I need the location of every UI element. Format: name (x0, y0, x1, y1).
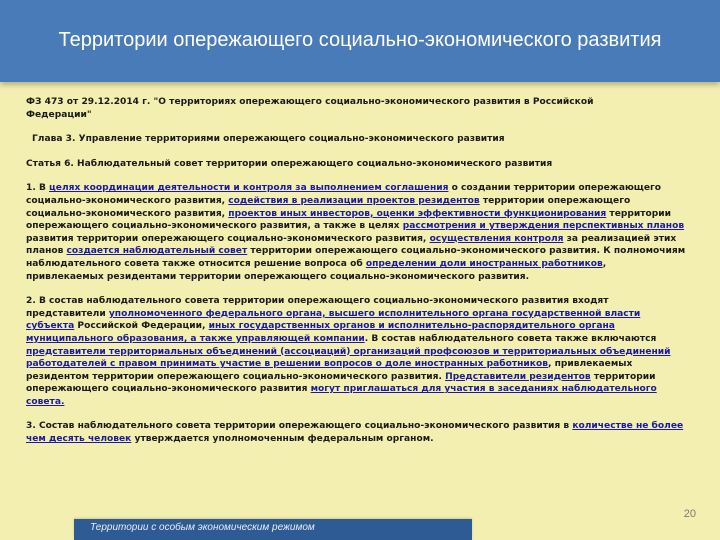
slide-body (26, 96, 686, 446)
underlined-text-run: определении доли иностранных работников (365, 258, 603, 269)
underlined-text-run: целях координации деятельности и контроля за выполнением соглашения (49, 183, 449, 194)
text-run: , привлекаемых резидентами территории опережающего социально-экономического развития. (26, 258, 607, 282)
footer-bar (74, 519, 472, 540)
underlined-text-run: представители территориальных объединений (ассоциаций) организаций профсоюзов и территориальных объединений работодателей с правом принимать участие в решении вопросов о доле иностранных работников (26, 346, 671, 370)
slide-header (0, 0, 720, 82)
text-run: утверждается уполномоченным федеральным органом. (131, 434, 434, 445)
underlined-text-run: рассмотрения и утверждения перспективных планов (402, 221, 685, 232)
paragraph-2 (26, 295, 686, 408)
slide-title: Территории опережающего социально-экономического развития (58, 28, 662, 51)
underlined-text-run: осуществления контроля (429, 233, 564, 244)
text-run: о создании территории опережающего социально-экономического развития, (26, 183, 662, 206)
underlined-text-run: уполномоченного федерального органа, высшего исполнительного органа государственной власти субъекта (26, 308, 641, 332)
page-number: 20 (683, 508, 696, 520)
article-heading: Статья 6. Наблюдательный совет территории опережающего социально-экономического развития (26, 158, 553, 169)
text-run: территории опережающего социально-экономического развития (26, 371, 656, 395)
text-run: 3. Состав наблюдательного совета территории опережающего социально-экономического развития в (26, 421, 573, 432)
text-run: территории опережающего социально-экономического развития, (26, 195, 631, 219)
paragraph-1 (26, 182, 686, 283)
law-reference-line-2: Федерации" (26, 109, 92, 120)
underlined-text-run: Представители резидентов (445, 371, 591, 382)
text-run: развития территории опережающего социально-экономического развития, (26, 233, 430, 244)
text-run: , привлекаемых резидентом территории опережающего социально-экономического развития. (26, 359, 633, 382)
underlined-text-run: иных государственных органов и исполнительно-распорядительного органа муниципального образования, а также управляющей компании (26, 321, 615, 344)
paragraph-3 (26, 420, 686, 445)
underlined-text-run: могут приглашаться для участия в заседаниях наблюдательного совета. (26, 384, 657, 407)
footer-text: Территории с особым экономическим режимом (90, 522, 315, 533)
text-run: территории опережающего социально-экономического развития. К полномочиям наблюдательного совета также относится решение вопроса об (26, 246, 686, 269)
text-run: территории опережающего социально-экономического развития, а также в целях (26, 208, 672, 232)
text-run: 1. В (26, 183, 50, 194)
underlined-text-run: количестве не более чем десять человек (26, 421, 684, 445)
underlined-text-run: проектов иных инвесторов, оценки эффективности функционирования (228, 208, 607, 219)
law-reference-line-1: ФЗ 473 от 29.12.2014 г. "О территориях опережающего социально-экономического развития в Российской (26, 97, 594, 107)
underlined-text-run: содействия в реализации проектов резидентов (228, 195, 480, 206)
text-run: Российской Федерации, (74, 321, 209, 332)
text-run: 2. В состав наблюдательного совета территории опережающего социально-экономического развития входят представители (26, 296, 609, 319)
chapter-heading: Глава 3. Управление территориями опережающего социально-экономического развития (32, 134, 505, 145)
text-run: . В состав наблюдательного совета также включаются (364, 333, 657, 344)
underlined-text-run: создается наблюдательный совет (66, 246, 248, 257)
text-run: за реализацией этих планов (26, 233, 677, 257)
